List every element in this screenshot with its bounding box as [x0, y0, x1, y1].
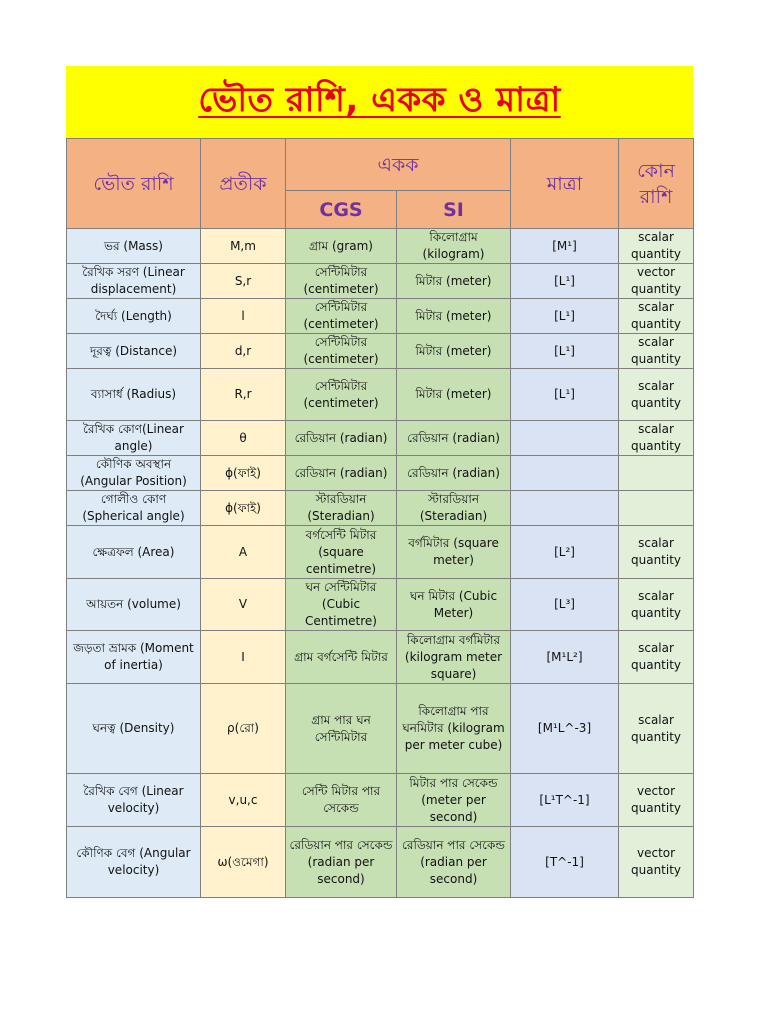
header-type-label: কোন রাশি: [637, 159, 675, 208]
header-symbol: প্রতীক: [201, 139, 286, 229]
cell-dimension: [L¹T^-1]: [511, 774, 619, 827]
table-row: [67, 456, 694, 491]
table-header-row: [67, 139, 694, 191]
cell-dimension: [L³]: [511, 579, 619, 631]
cell-quantity: ব্যাসার্ধ (Radius): [67, 369, 201, 421]
cell-type: scalar quantity: [619, 369, 694, 421]
cell-si-unit: বর্গমিটার (square meter): [397, 526, 511, 579]
cell-dimension: [L¹]: [511, 299, 619, 334]
cell-cgs-unit: রেডিয়ান (radian): [286, 456, 397, 491]
title-band: [66, 66, 693, 138]
page-title: ভৌত রাশি, একক ও মাত্রা: [198, 79, 561, 120]
cell-cgs-unit: বর্গসেন্টি মিটার (square centimetre): [286, 526, 397, 579]
cell-cgs-unit: গ্রাম পার ঘন সেন্টিমিটার: [286, 684, 397, 774]
cell-si-unit: কিলোগ্রাম পার ঘনমিটার (kilogram per meter cube): [397, 684, 511, 774]
cell-dimension: [L¹]: [511, 369, 619, 421]
cell-cgs-unit: সেন্টি মিটার পার সেকেন্ড: [286, 774, 397, 827]
cell-type: scalar quantity: [619, 299, 694, 334]
cell-quantity: কৌণিক অবস্থান (Angular Position): [67, 456, 201, 491]
cell-type: [619, 491, 694, 526]
cell-cgs-unit: রেডিয়ান পার সেকেন্ড (radian per second): [286, 827, 397, 898]
cell-type: scalar quantity: [619, 229, 694, 264]
cell-quantity: জড়তা ভ্রামক (Moment of inertia): [67, 631, 201, 684]
cell-si-unit: স্টারডিয়ান (Steradian): [397, 491, 511, 526]
cell-cgs-unit: সেন্টিমিটার (centimeter): [286, 264, 397, 299]
table-row: [67, 334, 694, 369]
cell-quantity: ভর (Mass): [67, 229, 201, 264]
cell-dimension: [511, 491, 619, 526]
cell-type: [619, 456, 694, 491]
table-row: [67, 299, 694, 334]
cell-quantity: ক্ষেত্রফল (Area): [67, 526, 201, 579]
cell-si-unit: মিটার (meter): [397, 264, 511, 299]
cell-quantity: গোলীও কোণ (Spherical angle): [67, 491, 201, 526]
cell-dimension: [L²]: [511, 526, 619, 579]
cell-cgs-unit: সেন্টিমিটার (centimeter): [286, 369, 397, 421]
cell-symbol: θ: [201, 421, 286, 456]
cell-cgs-unit: ঘন সেন্টিমিটার (Cubic Centimetre): [286, 579, 397, 631]
cell-symbol: R,r: [201, 369, 286, 421]
cell-quantity: দৈর্ঘ্য (Length): [67, 299, 201, 334]
header-dimension: মাত্রা: [511, 139, 619, 229]
cell-symbol: d,r: [201, 334, 286, 369]
cell-si-unit: কিলোগ্রাম (kilogram): [397, 229, 511, 264]
cell-symbol: M,m: [201, 229, 286, 264]
cell-dimension: [M¹L^-3]: [511, 684, 619, 774]
cell-symbol: v,u,c: [201, 774, 286, 827]
cell-symbol: A: [201, 526, 286, 579]
table-row: [67, 579, 694, 631]
cell-si-unit: রেডিয়ান (radian): [397, 456, 511, 491]
header-quantity: ভৌত রাশি: [67, 139, 201, 229]
cell-si-unit: ঘন মিটার (Cubic Meter): [397, 579, 511, 631]
cell-type: scalar quantity: [619, 684, 694, 774]
cell-symbol: V: [201, 579, 286, 631]
cell-cgs-unit: সেন্টিমিটার (centimeter): [286, 299, 397, 334]
cell-si-unit: মিটার (meter): [397, 334, 511, 369]
cell-si-unit: মিটার পার সেকেন্ড (meter per second): [397, 774, 511, 827]
cell-quantity: রৈখিক কোণ(Linear angle): [67, 421, 201, 456]
cell-dimension: [L¹]: [511, 334, 619, 369]
table-row: [67, 421, 694, 456]
cell-si-unit: মিটার (meter): [397, 299, 511, 334]
cell-symbol: S,r: [201, 264, 286, 299]
cell-cgs-unit: রেডিয়ান (radian): [286, 421, 397, 456]
header-unit: একক: [286, 139, 511, 191]
cell-symbol: I: [201, 631, 286, 684]
cell-type: scalar quantity: [619, 334, 694, 369]
table-row: [67, 631, 694, 684]
cell-type: scalar quantity: [619, 421, 694, 456]
cell-symbol: ϕ(ফাই): [201, 456, 286, 491]
table-row: [67, 264, 694, 299]
table-row: [67, 229, 694, 264]
cell-quantity: দূরত্ব (Distance): [67, 334, 201, 369]
header-si: SI: [397, 191, 511, 229]
cell-cgs-unit: সেন্টিমিটার (centimeter): [286, 334, 397, 369]
cell-si-unit: রেডিয়ান পার সেকেন্ড (radian per second): [397, 827, 511, 898]
cell-dimension: [511, 456, 619, 491]
cell-si-unit: রেডিয়ান (radian): [397, 421, 511, 456]
cell-symbol: l: [201, 299, 286, 334]
cell-cgs-unit: স্টারডিয়ান (Steradian): [286, 491, 397, 526]
units-table: [66, 138, 694, 898]
cell-type: vector quantity: [619, 827, 694, 898]
cell-quantity: আয়তন (volume): [67, 579, 201, 631]
header-cgs: CGS: [286, 191, 397, 229]
header-type: [619, 139, 694, 229]
cell-quantity: রৈখিক সরণ (Linear displacement): [67, 264, 201, 299]
cell-symbol: ρ(রো): [201, 684, 286, 774]
cell-si-unit: কিলোগ্রাম বর্গমিটার (kilogram meter square): [397, 631, 511, 684]
cell-type: vector quantity: [619, 264, 694, 299]
cell-dimension: [L¹]: [511, 264, 619, 299]
table-row: [67, 684, 694, 774]
cell-type: scalar quantity: [619, 579, 694, 631]
cell-quantity: রৈখিক বেগ (Linear velocity): [67, 774, 201, 827]
cell-dimension: [T^-1]: [511, 827, 619, 898]
cell-symbol: ω(ওমেগা): [201, 827, 286, 898]
cell-cgs-unit: গ্রাম বর্গসেন্টি মিটার: [286, 631, 397, 684]
cell-dimension: [511, 421, 619, 456]
cell-dimension: [M¹L²]: [511, 631, 619, 684]
cell-quantity: ঘনত্ব (Density): [67, 684, 201, 774]
cell-cgs-unit: গ্রাম (gram): [286, 229, 397, 264]
cell-type: vector quantity: [619, 774, 694, 827]
table-row: [67, 526, 694, 579]
cell-type: scalar quantity: [619, 526, 694, 579]
table-body: [67, 229, 694, 898]
cell-dimension: [M¹]: [511, 229, 619, 264]
table-row: [67, 491, 694, 526]
table-row: [67, 827, 694, 898]
cell-type: scalar quantity: [619, 631, 694, 684]
cell-symbol: ϕ(ফাই): [201, 491, 286, 526]
table-row: [67, 369, 694, 421]
cell-si-unit: মিটার (meter): [397, 369, 511, 421]
table-row: [67, 774, 694, 827]
cell-quantity: কৌণিক বেগ (Angular velocity): [67, 827, 201, 898]
